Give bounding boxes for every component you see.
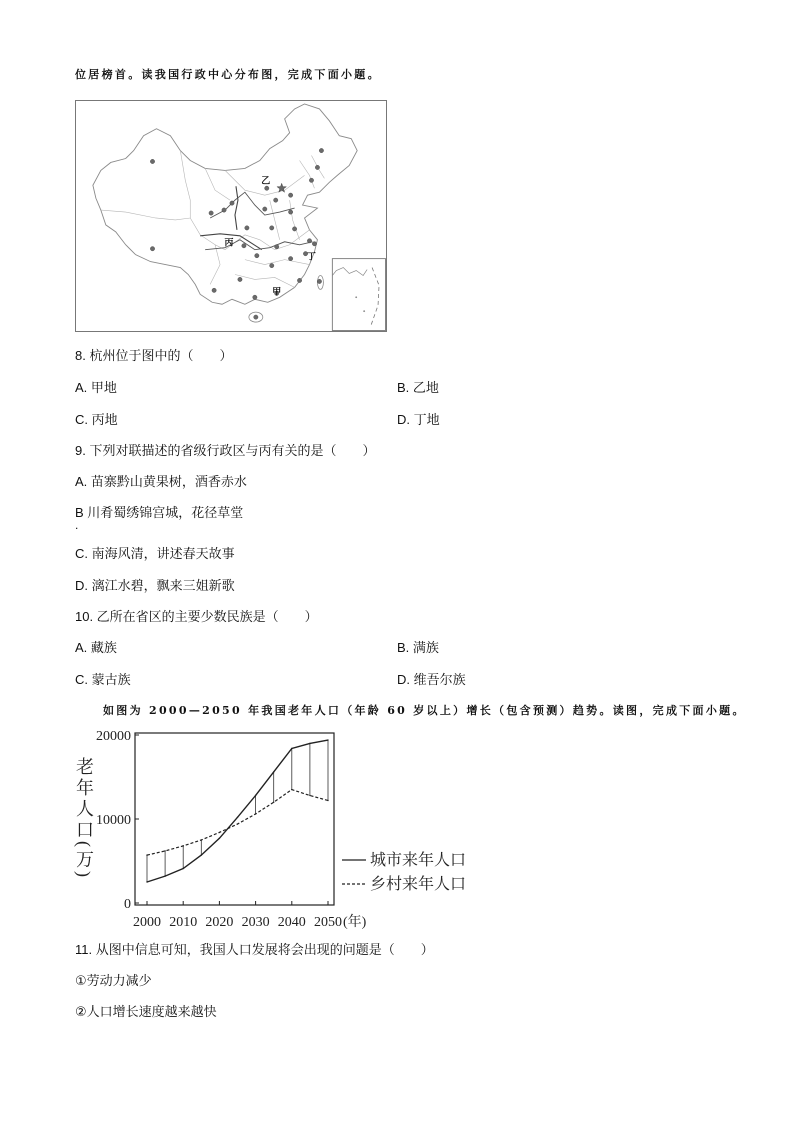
capital-dot: [309, 178, 313, 182]
capital-dot: [230, 201, 234, 205]
urban-data-point: [146, 881, 147, 882]
q9-option-d: D. 漓江水碧，飘来三姐新歌: [75, 578, 235, 593]
capital-dot: [265, 186, 269, 190]
rural-data-point: [219, 832, 220, 833]
q8-option-d: D. 丁地: [397, 412, 440, 427]
china-map-drawing: [76, 101, 386, 331]
q11-stem: 11. 从图中信息可知，我国人口发展将会出现的问题是（ ）: [75, 942, 434, 957]
capital-dot: [275, 245, 279, 249]
capital-dot: [319, 148, 323, 152]
q8-option-a: A. 甲地: [75, 380, 117, 395]
capital-dot: [317, 279, 321, 283]
inset-island: [363, 310, 365, 312]
rural-data-point: [255, 813, 256, 814]
q10-stem: 10. 乙所在省区的主要少数民族是（ ）: [75, 609, 318, 624]
capital-dot: [307, 239, 311, 243]
inset-island: [355, 296, 357, 298]
capital-dot: [288, 193, 292, 197]
capital-dot: [254, 315, 258, 319]
q10-option-d: D. 维吾尔族: [397, 672, 466, 687]
q8-option-c: C. 丙地: [75, 412, 118, 427]
capital-dot: [288, 256, 292, 260]
elderly-population-chart: [70, 725, 480, 935]
capital-dot: [245, 226, 249, 230]
chart-legend: [342, 850, 466, 893]
capital-dot: [222, 208, 226, 212]
rural-data-point: [164, 850, 165, 851]
q10-option-a: A. 藏族: [75, 640, 117, 655]
urban-data-point: [164, 875, 165, 876]
q11-item-2: ②人口增长速度越来越快: [75, 1004, 217, 1019]
q8-option-b: B. 乙地: [397, 380, 439, 395]
q9-option-b: B 川肴蜀绣锦宫城，花径草堂: [75, 505, 244, 520]
q8-stem: 8. 杭州位于图中的（ ）: [75, 348, 233, 363]
capital-dot: [150, 159, 154, 163]
y-tick-label: 20000: [96, 729, 131, 744]
capital-dot: [212, 288, 216, 292]
capital-dot: [255, 253, 259, 257]
rural-data-point: [291, 789, 292, 790]
y-tick-label: 10000: [96, 813, 131, 828]
chart-y-axis-title: 老年人口(万): [74, 757, 94, 880]
q10-option-c: C. 蒙古族: [75, 672, 131, 687]
urban-data-point: [255, 795, 256, 796]
map-label-bing: 丙: [224, 238, 234, 249]
urban-data-point: [291, 748, 292, 749]
x-tick-label: 2030: [241, 915, 270, 930]
rural-data-point: [201, 839, 202, 840]
urban-data-point: [309, 743, 310, 744]
map-label-ding: 丁: [307, 252, 316, 263]
q9-option-a: A. 苗寨黔山黄果树，酒香赤水: [75, 474, 247, 489]
q9-stem: 9. 下列对联描述的省级行政区与丙有关的是（ ）: [75, 443, 376, 458]
chart-intro-text: 如图为 2000—2050 年我国老年人口（年龄 60 岁以上）增长（包含预测）趋势。读图，完成下面小题。: [103, 704, 746, 717]
q11-item-1: ①劳动力减少: [75, 973, 152, 988]
capital-dot: [312, 242, 316, 246]
administrative-center-map: [75, 100, 387, 332]
urban-data-point: [237, 817, 238, 818]
capital-dot: [270, 263, 274, 267]
urban-data-point: [201, 854, 202, 855]
q9-option-c: C. 南海风清，讲述春天故事: [75, 546, 235, 561]
rural-data-point: [273, 802, 274, 803]
rural-data-point: [146, 854, 147, 855]
capital-dot: [209, 211, 213, 215]
plot-frame: [135, 733, 334, 905]
capital-dot: [292, 227, 296, 231]
rural-data-point: [309, 795, 310, 796]
urban-data-point: [327, 739, 328, 740]
map-label-yi: 乙: [261, 176, 271, 187]
urban-data-point: [183, 868, 184, 869]
capital-dot: [288, 210, 292, 214]
x-tick-label: 2010: [169, 915, 198, 930]
capital-dot: [270, 226, 274, 230]
rural-data-point: [183, 845, 184, 846]
capital-dot: [297, 278, 301, 282]
south-china-sea-inset: [332, 259, 385, 331]
capital-dot: [274, 198, 278, 202]
legend-urban-label: 城市来年人口: [370, 852, 467, 869]
capital-dot: [263, 207, 267, 211]
x-axis-label: (年): [343, 915, 367, 930]
x-tick-label: 2000: [133, 915, 161, 930]
x-tick-label: 2020: [205, 915, 234, 930]
map-intro-text: 位居榜首。读我国行政中心分布图，完成下面小题。: [75, 68, 381, 81]
map-label-jia: 甲: [272, 287, 282, 298]
urban-data-point: [273, 771, 274, 772]
capital-dot: [242, 244, 246, 248]
capital-dot: [150, 247, 154, 251]
x-tick-label: 2050: [314, 915, 342, 930]
rural-data-point: [327, 800, 328, 801]
capital-dot: [238, 277, 242, 281]
capital-dot: [253, 295, 257, 299]
inset-frame: [332, 259, 385, 331]
y-tick-label: 0: [124, 897, 131, 912]
legend-rural-label: 乡村来年人口: [370, 876, 467, 893]
urban-data-point: [219, 838, 220, 839]
q9-stray-mark: .: [75, 518, 79, 532]
q10-option-b: B. 满族: [397, 640, 439, 655]
china-outline: [93, 104, 357, 304]
capital-dot: [315, 165, 319, 169]
x-tick-label: 2040: [277, 915, 306, 930]
rural-data-point: [237, 823, 238, 824]
